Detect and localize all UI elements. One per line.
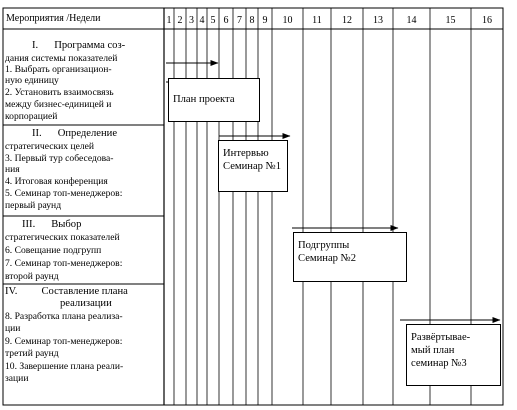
phase-2-title	[32, 129, 117, 140]
week-header-9: 9	[262, 15, 268, 26]
week-header-12: 12	[342, 15, 352, 26]
box-project-plan	[168, 78, 260, 122]
item-text: между бизнес-единицей и	[5, 99, 112, 110]
phase-1-title-line-2: дания системы показателей	[5, 53, 118, 64]
box-line: мый план	[411, 345, 455, 356]
week-header-13: 13	[373, 15, 383, 26]
week-header-6: 6	[223, 15, 229, 26]
item-text: 4. Итоговая конференция	[5, 176, 108, 187]
item-text: 2. Установить взаимосвязь	[5, 87, 114, 98]
week-header-5: 5	[210, 15, 216, 26]
phase-1-title-line-1: Программа соз-	[54, 40, 126, 51]
item-text: зации	[5, 373, 29, 384]
item-text: 1. Выбрать организацион-	[5, 64, 112, 75]
box-seminar-3	[406, 324, 501, 386]
item-text: 3. Первый тур собеседова-	[5, 153, 114, 164]
box-line: Интервью	[223, 148, 269, 159]
week-header-1: 1	[166, 15, 172, 26]
item-text: первый раунд	[5, 200, 62, 211]
week-header-14: 14	[406, 15, 417, 26]
phase-1-title	[32, 41, 125, 52]
item-text: ния	[5, 164, 20, 175]
week-header-2: 2	[177, 15, 183, 26]
week-header-16: 16	[482, 15, 492, 26]
item-text: 5. Семинар топ-менеджеров:	[5, 188, 123, 199]
item-text: ную единицу	[5, 75, 59, 86]
phase-4-title-line-2: реализации	[60, 298, 112, 309]
box-line: Семинар №1	[223, 161, 281, 172]
week-header-8: 8	[249, 15, 255, 26]
phase-3-numeral: III.	[22, 219, 36, 230]
week-header-7: 7	[237, 15, 242, 26]
box-seminar-1	[218, 140, 288, 192]
phase-2-title-line-1: Определение	[57, 128, 118, 139]
item-text: корпорацией	[5, 111, 58, 122]
phase-3-title-line-2: стратегических показателей	[5, 232, 120, 243]
box-seminar-2	[293, 232, 407, 282]
phase-2-title-line-2: стратегических целей	[5, 141, 95, 152]
box-line: Семинар №2	[298, 253, 356, 264]
week-header-10: 10	[282, 15, 293, 26]
box-line: План проекта	[173, 94, 235, 105]
item-text: 10. Завершение плана реали-	[5, 361, 124, 372]
item-text: ции	[5, 323, 21, 334]
phase-4-numeral: IV.	[5, 286, 18, 297]
header-activities-label: Мероприятия /Недели	[6, 13, 101, 24]
item-text: третий раунд	[5, 348, 59, 359]
phase-1-numeral: I.	[32, 40, 39, 51]
box-line: семинар №3	[411, 358, 467, 369]
phase-4-title-line-1: Составление плана	[41, 286, 128, 297]
item-text: 8. Разработка плана реализа-	[5, 311, 123, 322]
week-header-4: 4	[199, 15, 205, 26]
week-header-11: 11	[312, 15, 322, 26]
item-text: второй раунд	[5, 271, 59, 282]
box-line: Подгруппы	[298, 240, 350, 251]
item-text: 7. Семинар топ-менеджеров:	[5, 258, 123, 269]
item-text: 6. Совещание подгрупп	[5, 245, 102, 256]
phase-2-numeral: II.	[32, 128, 42, 139]
phase-3-title	[22, 220, 81, 231]
week-header-15: 15	[445, 15, 456, 26]
box-line: Развёртывае-	[411, 332, 471, 343]
phase-4-title	[5, 287, 128, 298]
item-text: 9. Семинар топ-менеджеров:	[5, 336, 123, 347]
week-header-3: 3	[189, 15, 194, 26]
phase-3-title-line-1: Выбор	[51, 219, 82, 230]
